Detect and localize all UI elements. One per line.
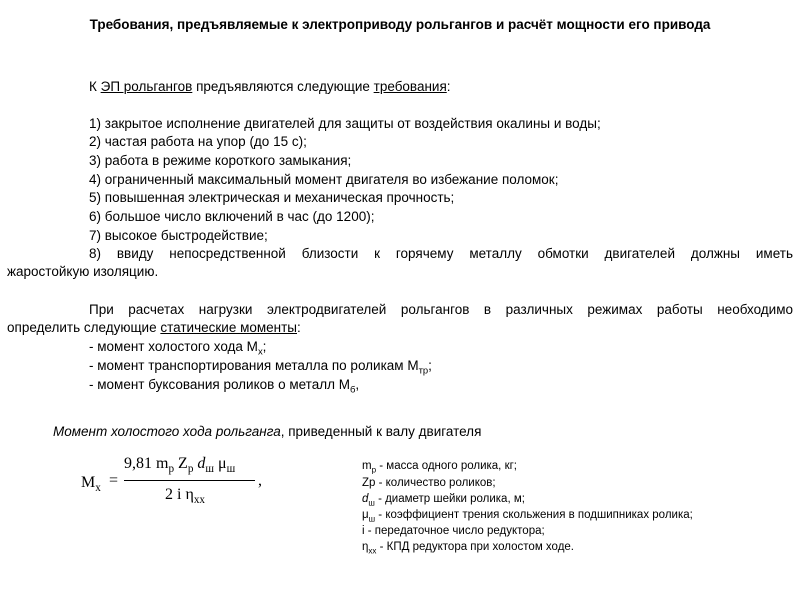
moment-end: , bbox=[355, 377, 360, 392]
formula-comma: , bbox=[258, 472, 262, 489]
calc-prefix: определить следующие bbox=[7, 320, 161, 335]
num-mass-sub: р bbox=[168, 463, 175, 476]
formula-lhs-symbol: М bbox=[81, 474, 96, 491]
requirement-item: 1) закрытое исполнение двигателей для защиты от воздействия окалины и воды; bbox=[89, 116, 601, 131]
moment-text: - момент холостого хода М bbox=[89, 339, 258, 354]
legend-symbol: η bbox=[362, 541, 369, 553]
formula-lhs-sub: х bbox=[95, 482, 101, 495]
legend-sub: р bbox=[371, 465, 377, 475]
requirement-item-8-line1: 8) ввиду непосредственной близости к горячему металлу обмотки двигателей должны иметь bbox=[89, 246, 793, 261]
moment-sub: х bbox=[257, 346, 263, 358]
requirement-item: 4) ограниченный максимальный момент двигателя во избежание поломок; bbox=[89, 172, 559, 187]
moment-end: ; bbox=[262, 339, 267, 354]
requirement-item: 3) работа в режиме короткого замыкания; bbox=[89, 153, 352, 168]
intro-link-requirements[interactable]: требования bbox=[373, 79, 447, 94]
intro-prefix: К bbox=[89, 79, 101, 94]
static-moments-link[interactable]: статические моменты bbox=[160, 320, 297, 335]
requirement-item: 6) большое число включений в час (до 1200); bbox=[89, 209, 375, 224]
num-friction-sub: ш bbox=[226, 463, 236, 476]
formula-lhs bbox=[81, 474, 101, 494]
calc-paragraph-line2 bbox=[7, 319, 301, 337]
requirement-item: 7) высокое быстродействие; bbox=[89, 228, 268, 243]
legend-symbol: Z bbox=[362, 477, 370, 489]
legend-symbol: d bbox=[362, 493, 369, 505]
subtitle-italic: Момент холостого хода рольганга bbox=[53, 424, 281, 439]
calc-suffix: : bbox=[297, 320, 301, 335]
num-count: Z bbox=[178, 455, 188, 472]
moment-text: - момент транспортирования металла по роликам М bbox=[89, 358, 419, 373]
intro-line bbox=[89, 78, 451, 96]
legend-symbol: i bbox=[362, 525, 365, 537]
subtitle-rest: , приведенный к валу двигателя bbox=[280, 424, 482, 439]
num-count-sub: р bbox=[187, 463, 194, 476]
moment-text: - момент буксования роликов о металл М bbox=[89, 377, 350, 392]
moment-sub: тр bbox=[418, 365, 429, 377]
den-eff-sub: хх bbox=[193, 494, 205, 507]
intro-link-ep[interactable]: ЭП рольгангов bbox=[100, 79, 193, 94]
formula-numerator bbox=[124, 455, 235, 475]
fraction-bar bbox=[124, 480, 255, 481]
intro-suffix: : bbox=[446, 79, 451, 94]
legend-text: - диаметр шейки ролика, м; bbox=[374, 493, 525, 505]
moment-sub: б bbox=[349, 384, 356, 396]
legend-text: - передаточное число редуктора; bbox=[364, 525, 545, 537]
legend-text: - коэффициент трения скольжения в подшипниках ролика; bbox=[375, 509, 693, 521]
legend-sub: хх bbox=[368, 546, 377, 556]
legend-text: - КПД редуктора при холостом ходе. bbox=[376, 541, 574, 553]
legend-symbol: μ bbox=[362, 509, 369, 521]
num-diameter-sub: ш bbox=[205, 463, 215, 476]
calc-paragraph-line1: При расчетах нагрузки электродвигателей рольгангов в различных режимах работы необходимо bbox=[89, 302, 793, 317]
num-mass: 9,81 m bbox=[124, 455, 169, 472]
formula-equals: = bbox=[109, 472, 119, 489]
legend-sub: ш bbox=[368, 498, 375, 508]
formula-denominator bbox=[165, 486, 205, 506]
requirement-item-8-line2: жаростойкую изоляцию. bbox=[7, 264, 159, 279]
legend-text: - масса одного ролика, кг; bbox=[376, 460, 517, 472]
legend-symbol: m bbox=[362, 460, 372, 472]
legend-sub: ш bbox=[368, 514, 376, 524]
formula-subtitle bbox=[53, 424, 481, 439]
den-ratio-eff: 2 i η bbox=[165, 486, 194, 503]
moment-item bbox=[89, 376, 359, 400]
legend-item bbox=[362, 539, 574, 559]
legend-text: р - количество роликов; bbox=[369, 477, 496, 489]
num-diameter: d bbox=[197, 455, 206, 472]
page-title: Требования, предъявляемые к электроприводу рольгангов и расчёт мощности его привода bbox=[89, 17, 711, 32]
requirement-item: 5) повышенная электрическая и механическая прочность; bbox=[89, 190, 455, 205]
intro-middle: предъявляются следующие bbox=[192, 79, 374, 94]
requirement-item: 2) частая работа на упор (до 15 с); bbox=[89, 134, 307, 149]
moment-end: ; bbox=[428, 358, 432, 373]
num-friction: μ bbox=[218, 455, 227, 472]
